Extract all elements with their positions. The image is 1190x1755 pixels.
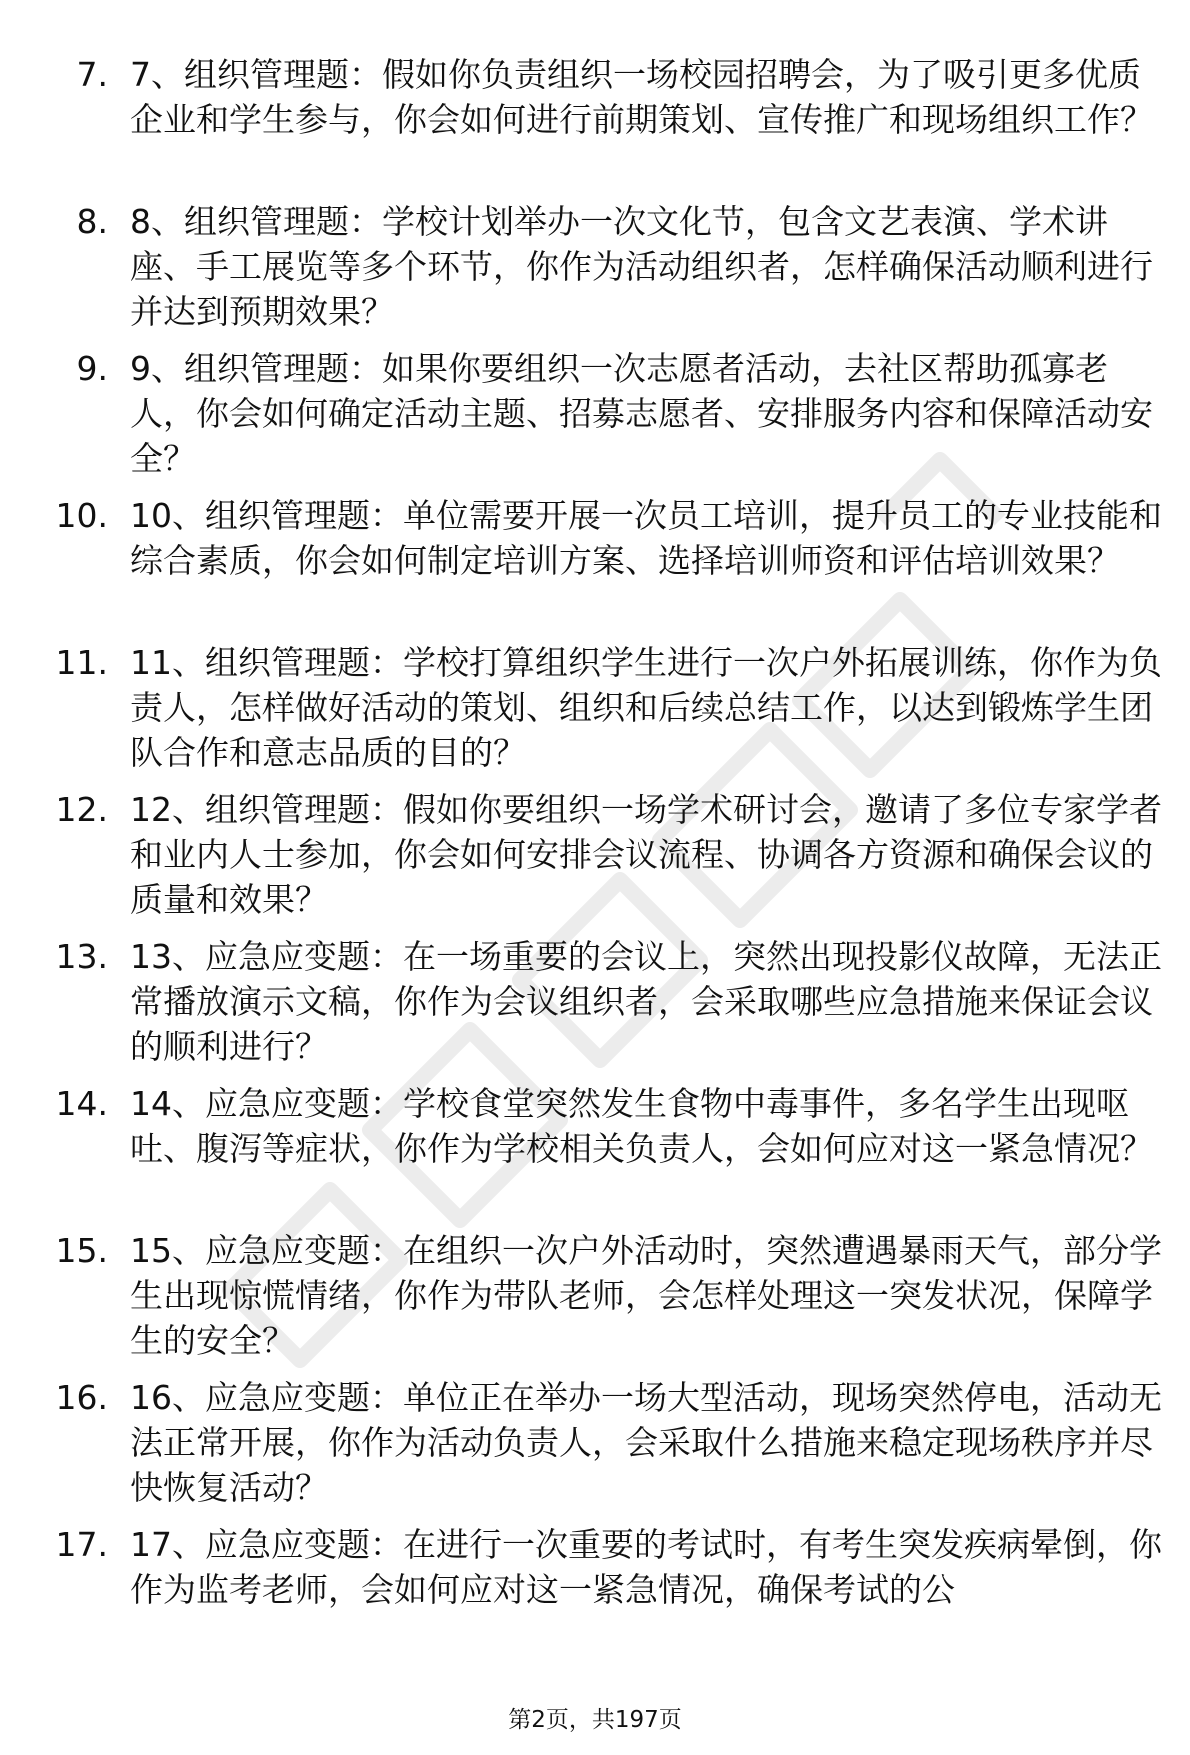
list-item	[0, 934, 1190, 1081]
item-number: 15.	[55, 1231, 108, 1270]
item-text: 12、组织管理题：假如你要组织一场学术研讨会，邀请了多位专家学者和业内人士参加，你会如何安排会议流程、协调各方资源和确保会议的质量和效果？	[130, 790, 1162, 919]
item-number: 12.	[55, 790, 108, 829]
item-number: 14.	[55, 1084, 108, 1123]
page-footer	[0, 1705, 1190, 1735]
question-list	[0, 52, 1190, 1669]
item-text: 14、应急应变题：学校食堂突然发生食物中毒事件，多名学生出现呕吐、腹泻等症状，你作为学校相关负责人，会如何应对这一紧急情况？	[130, 1084, 1153, 1168]
item-number: 8.	[76, 202, 108, 241]
item-text: 9、组织管理题：如果你要组织一次志愿者活动，去社区帮助孤寡老人，你会如何确定活动主题、招募志愿者、安排服务内容和保障活动安全？	[130, 349, 1153, 478]
item-text: 10、组织管理题：单位需要开展一次员工培训，提升员工的专业技能和综合素质，你会如何制定培训方案、选择培训师资和评估培训效果？	[130, 496, 1162, 580]
item-number: 10.	[55, 496, 108, 535]
list-item	[0, 1375, 1190, 1522]
item-text: 17、应急应变题：在进行一次重要的考试时，有考生突发疾病晕倒，你作为监考老师，会如何应对这一紧急情况，确保考试的公	[130, 1525, 1162, 1609]
list-item	[0, 52, 1190, 199]
item-text: 13、应急应变题：在一场重要的会议上，突然出现投影仪故障，无法正常播放演示文稿，你作为会议组织者，会采取哪些应急措施来保证会议的顺利进行？	[130, 937, 1162, 1066]
item-text: 16、应急应变题：单位正在举办一场大型活动，现场突然停电，活动无法正常开展，你作为活动负责人，会采取什么措施来稳定现场秩序并尽快恢复活动？	[130, 1378, 1162, 1507]
item-number: 7.	[76, 55, 108, 94]
list-item	[0, 787, 1190, 934]
item-number: 9.	[76, 349, 108, 388]
item-text: 8、组织管理题：学校计划举办一次文化节，包含文艺表演、学术讲座、手工展览等多个环节，你作为活动组织者，怎样确保活动顺利进行并达到预期效果？	[130, 202, 1153, 331]
item-number: 11.	[55, 643, 108, 682]
list-item	[0, 1228, 1190, 1375]
item-number: 17.	[55, 1525, 108, 1564]
item-text: 15、应急应变题：在组织一次户外活动时，突然遭遇暴雨天气，部分学生出现惊慌情绪，你作为带队老师，会怎样处理这一突发状况，保障学生的安全？	[130, 1231, 1162, 1360]
list-item	[0, 199, 1190, 346]
page-number-label: 第2页，共197页	[508, 1707, 682, 1733]
item-text: 11、组织管理题：学校打算组织学生进行一次户外拓展训练，你作为负责人，怎样做好活动的策划、组织和后续总结工作，以达到锻炼学生团队合作和意志品质的目的？	[130, 643, 1162, 772]
list-item	[0, 1522, 1190, 1669]
item-number: 16.	[55, 1378, 108, 1417]
list-item	[0, 1081, 1190, 1228]
item-number: 13.	[55, 937, 108, 976]
list-item	[0, 640, 1190, 787]
list-item	[0, 346, 1190, 493]
item-text: 7、组织管理题：假如你负责组织一场校园招聘会，为了吸引更多优质企业和学生参与，你会如何进行前期策划、宣传推广和现场组织工作？	[130, 55, 1153, 139]
list-item	[0, 493, 1190, 640]
